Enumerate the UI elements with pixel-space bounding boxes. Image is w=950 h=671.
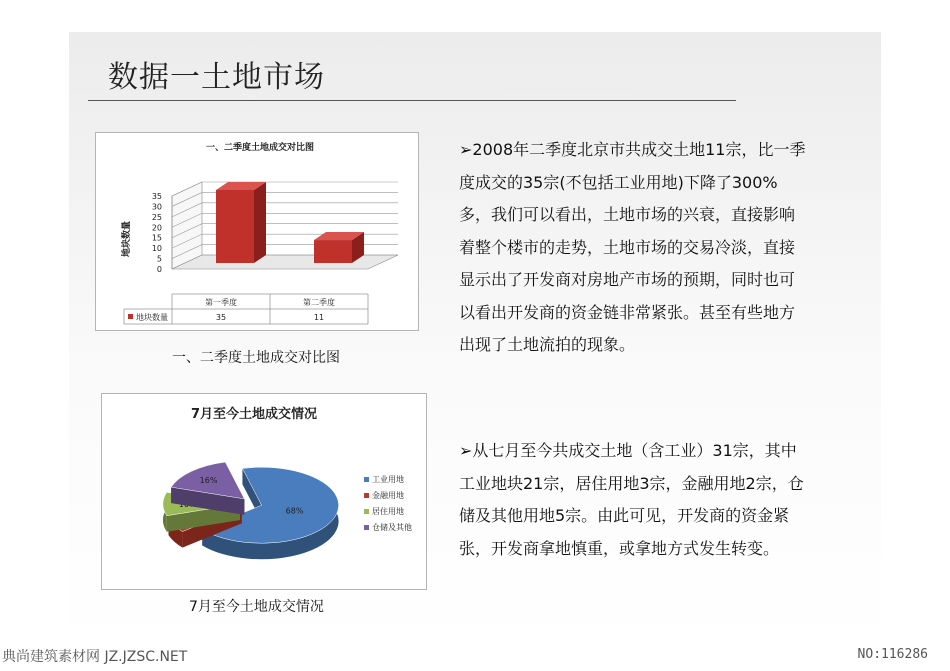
y-tick-label: 30 <box>151 202 162 212</box>
table-value-cell: 35 <box>215 313 227 322</box>
paragraph2-line: 工业地块21宗，居住用地3宗，金融用地2宗，仓 <box>459 473 804 493</box>
bar-1 <box>216 182 266 263</box>
legend-label: 工业用地 <box>372 475 404 484</box>
pie-chart-title: 7月至今土地成交情况 <box>190 407 318 422</box>
bar-side <box>254 182 266 263</box>
bar-chart-bars <box>216 182 364 263</box>
legend-label: 金融用地 <box>372 491 404 500</box>
legend-label: 居住用地 <box>372 507 404 516</box>
legend-swatch <box>364 509 369 514</box>
bar-chart-caption: 一、二季度土地成交对比图 <box>172 350 340 366</box>
bar-chart-tick-labels <box>152 192 162 274</box>
paragraph1-line: 度成交的35宗(不包括工业用地)下降了300% <box>459 172 778 192</box>
pie-value-label: 16% <box>199 476 218 486</box>
paragraph1-line: 出现了土地流拍的现象。 <box>459 335 636 354</box>
gridline <box>172 213 398 227</box>
legend-label: 仓储及其他 <box>372 523 412 532</box>
bar-chart <box>96 133 418 330</box>
table-value-cell: 11 <box>313 313 325 322</box>
bar-2 <box>314 232 364 263</box>
y-tick-label: 10 <box>151 244 162 254</box>
pie-chart-panel <box>101 393 427 590</box>
paragraph1-line: 以看出开发商的资金链非常紧张。甚至有些地方 <box>459 302 796 322</box>
gridline <box>172 224 398 238</box>
bar-front <box>314 240 352 263</box>
footer-watermark: 典尚建筑素材网 JZ.JZSC.NET <box>2 649 188 665</box>
gridline <box>172 234 398 248</box>
x-category-label: 第二季度 <box>303 298 335 307</box>
y-tick-label: 5 <box>156 254 162 264</box>
bar-chart-panel <box>95 132 419 331</box>
y-tick-label: 15 <box>151 233 162 243</box>
pie-chart-legend <box>364 474 412 532</box>
pie-chart-slices <box>163 462 339 559</box>
legend-swatch <box>364 493 369 498</box>
table-row-label: 地块数量 <box>136 313 168 322</box>
y-tick-label: 35 <box>151 192 162 201</box>
bar-front <box>216 190 254 263</box>
gridline <box>172 192 398 206</box>
gridline <box>172 182 398 196</box>
paragraph2-line: ➢从七月至今共成交土地（含工业）31宗，其中 <box>459 441 797 460</box>
legend-swatch <box>364 525 369 530</box>
y-tick-label: 0 <box>156 265 162 274</box>
y-tick-label: 20 <box>151 223 162 233</box>
x-category-label: 第一季度 <box>205 298 237 307</box>
paragraph-land-since-july <box>459 435 804 565</box>
y-tick-label: 25 <box>151 212 162 222</box>
bar-chart-grid <box>172 182 398 269</box>
paragraph1-line: 显示出了开发商对房地产市场的预期，同时也可 <box>459 270 796 289</box>
bar-chart-title: 一、二季度土地成交对比图 <box>205 143 315 153</box>
title-underline <box>88 100 736 101</box>
paragraph2-line: 张，开发商拿地慎重，或拿地方式发生转变。 <box>459 538 780 558</box>
legend-swatch-land-count <box>128 314 133 319</box>
gridline <box>172 203 398 217</box>
slide-title: 数据一土地市场 <box>108 60 325 95</box>
pie-value-label: 68% <box>285 506 304 516</box>
pie-chart <box>102 394 426 589</box>
paragraph2-line: 储及其他用地5宗。由此可见，开发商的资金紧 <box>459 506 790 525</box>
paragraph1-line: ➢2008年二季度北京市共成交土地11宗，比一季 <box>459 140 806 159</box>
bar-chart-ylabel: 地块数量 <box>122 220 132 258</box>
bar-chart-floor <box>172 255 398 269</box>
bar-chart-data-table <box>124 294 368 324</box>
footer-number: NO:116286 <box>857 647 928 662</box>
pie-chart-caption: 7月至今土地成交情况 <box>189 599 324 615</box>
legend-swatch <box>364 477 369 482</box>
paragraph-land-decline <box>459 134 806 362</box>
paragraph1-line: 多，我们可以看出，土地市场的兴衰，直接影响 <box>459 205 796 224</box>
paragraph1-line: 着整个楼市的走势，土地市场的交易冷淡，直接 <box>459 237 796 257</box>
